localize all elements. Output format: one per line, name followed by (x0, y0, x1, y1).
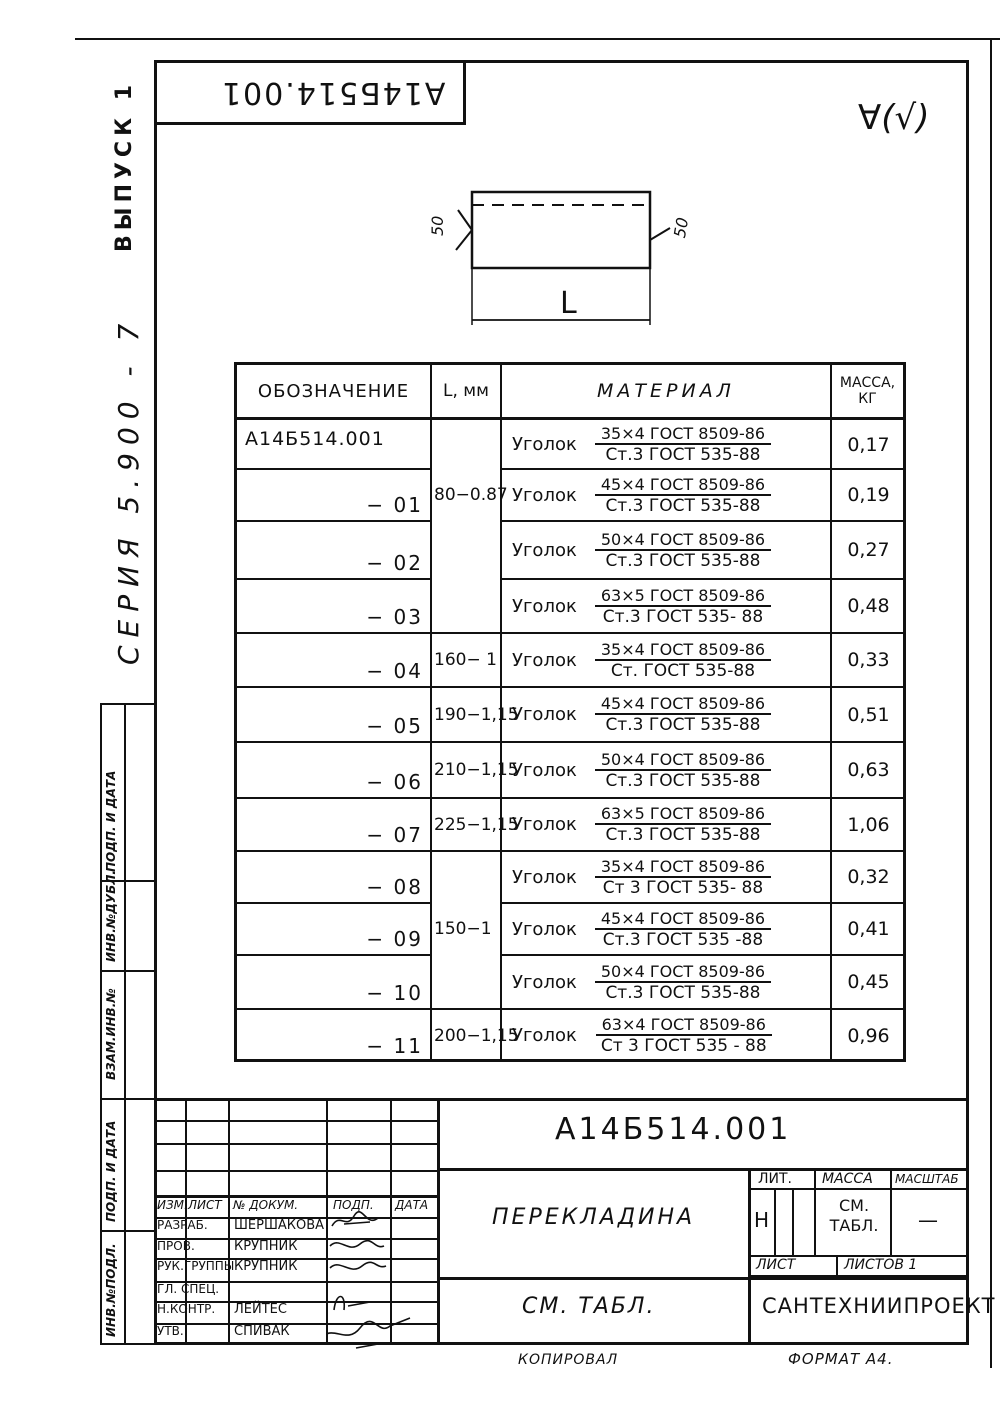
table-row (237, 1009, 903, 1062)
row-material-steel: Ст 3 ГОСТ 535- 88 (602, 877, 764, 898)
row-material-profile: 45×4 ГОСТ 8509-86 (595, 475, 771, 496)
tb-v-lit1 (774, 1188, 776, 1255)
row-designation: − 01 (366, 493, 423, 517)
row-material-profile: 63×5 ГОСТ 8509-86 (595, 804, 771, 825)
left-strip-separator (100, 970, 154, 972)
row-separator (500, 632, 903, 634)
table-row (237, 955, 903, 1009)
tb-sheets-label: ЛИСТОВ 1 (844, 1257, 918, 1273)
row-material-fraction (595, 475, 771, 516)
row-material-steel: Ст.3 ГОСТ 535-88 (605, 825, 761, 845)
tb-material-note: СМ. ТАБЛ. (522, 1294, 656, 1319)
row-material-profile: 35×4 ГОСТ 8509-86 (595, 857, 771, 878)
row-designation: − 06 (366, 770, 423, 794)
tb-scale-value: — (918, 1208, 938, 1232)
header-designation: ОБОЗНАЧЕНИЕ (237, 365, 432, 420)
tb-role-name: СПИВАК (234, 1324, 290, 1339)
row-separator (500, 902, 903, 904)
tb-v2 (228, 1098, 230, 1345)
signatures (326, 1210, 436, 1355)
tb-role-name: КРУПНИК (234, 1259, 298, 1274)
row-separator (237, 797, 430, 799)
row-material (512, 521, 771, 579)
row-material-steel: Ст 3 ГОСТ 535 - 88 (600, 1036, 767, 1056)
row-material-fraction (595, 530, 771, 571)
row-mass: 0,41 (847, 918, 890, 940)
row-separator (500, 1008, 903, 1010)
row-designation: − 10 (366, 981, 423, 1005)
tb-mass-label: МАССА (822, 1171, 873, 1187)
row-separator (237, 954, 430, 956)
row-material-steel: Ст.3 ГОСТ 535- 88 (602, 606, 764, 627)
tb-role: РУК.ГРУППЫ (157, 1259, 235, 1273)
row-material-profile: 45×4 ГОСТ 8509-86 (595, 909, 771, 930)
tb-v-scale (890, 1168, 892, 1257)
row-material-profile: 50×4 ГОСТ 8509-86 (595, 750, 771, 771)
table-row (237, 687, 903, 742)
row-material-profile: 63×4 ГОСТ 8509-86 (596, 1015, 772, 1036)
seria-label: СЕРИЯ 5.900 - 7 (112, 315, 145, 665)
row-material-fraction (595, 1015, 773, 1056)
tb-col-header: ДАТА (395, 1198, 429, 1212)
tb-h-lit (748, 1188, 969, 1190)
left-strip-label: ПОДП. И ДАТА (104, 1120, 118, 1222)
length-label: L (560, 286, 577, 321)
row-mass: 0,51 (847, 703, 890, 726)
table-row (237, 742, 903, 798)
tb-role: УТВ. (157, 1324, 184, 1338)
row-designation: − 09 (366, 927, 423, 951)
spec-table (234, 362, 906, 1062)
row-separator (237, 902, 430, 904)
header-mass: МАССА, КГ (832, 365, 903, 420)
row-material-profile: 35×4 ГОСТ 8509-86 (595, 424, 771, 445)
row-material (512, 1009, 773, 1062)
left-strip-separator (100, 1098, 154, 1100)
row-material-word: Уголок (512, 704, 577, 725)
tb-role-name: ЛЕЙТЕС (234, 1302, 287, 1317)
row-separator (430, 850, 500, 852)
row-length: 190−1,15 (434, 704, 519, 725)
left-strip-divider (124, 703, 126, 1345)
row-material (512, 851, 771, 903)
tb-v-lit2 (792, 1188, 794, 1255)
row-mass: 0,17 (847, 433, 890, 456)
tb-lit-label: ЛИТ. (758, 1171, 793, 1187)
left-strip-label: ВЗАМ.ИНВ.№ (104, 988, 118, 1080)
row-separator (237, 632, 430, 634)
tb-role-name: КРУПНИК (234, 1239, 298, 1254)
row-material-fraction (595, 424, 771, 465)
row-material (512, 687, 771, 742)
row-material-fraction (595, 909, 771, 950)
tb-name: ПЕРЕКЛАДИНА (492, 1205, 696, 1230)
footer-copied: КОПИРОВАЛ (518, 1352, 619, 1368)
row-material-word: Уголок (512, 814, 577, 835)
table-row (237, 851, 903, 903)
top-border-line (75, 38, 1000, 40)
row-designation: А14Б514.001 (245, 428, 385, 450)
row-separator (237, 850, 430, 852)
tb-role: РАЗРАБ. (157, 1218, 208, 1232)
row-separator (237, 468, 430, 470)
row-mass: 0,33 (847, 649, 890, 671)
row-separator (237, 1008, 430, 1010)
tb-h-sheet2 (748, 1275, 969, 1277)
row-material-steel: Ст.3 ГОСТ 535-88 (605, 445, 761, 465)
row-separator (237, 686, 430, 688)
table-row (237, 420, 903, 469)
footer-format: ФОРМАТ А4. (788, 1350, 894, 1368)
row-length: 150−1 (434, 919, 492, 939)
row-material-steel: Ст.3 ГОСТ 535-88 (605, 550, 761, 571)
row-separator (430, 1008, 500, 1010)
tb-org: САНТЕХНИИПРОЕКТ (762, 1294, 996, 1318)
tb-col-header: ПОДП. (333, 1198, 374, 1212)
row-mass: 0,27 (847, 539, 890, 561)
table-row (237, 903, 903, 955)
vypusk-label: ВЫПУСК 1 (112, 79, 137, 252)
left-strip-label: ИНВ.№ПОДЛ. (104, 1243, 118, 1337)
tb-mass-value: СМ. ТАБЛ. (829, 1196, 879, 1235)
row-designation: − 11 (366, 1034, 423, 1058)
row-length: 210−1,15 (434, 760, 519, 780)
row-material-word: Уголок (512, 759, 577, 781)
row-material-steel: Ст.3 ГОСТ 535-88 (605, 770, 761, 791)
row-separator (430, 741, 500, 743)
tb-v-sheets (836, 1255, 838, 1277)
row-separator (500, 850, 903, 852)
header-material: МАТЕРИАЛ (502, 365, 832, 420)
row-mass: 1,06 (847, 813, 890, 836)
row-material (512, 633, 771, 687)
header-length: L, мм (432, 365, 502, 420)
tb-h-name (437, 1277, 969, 1280)
tb-v5 (437, 1098, 440, 1345)
row-mass: 0,19 (847, 484, 890, 506)
right-edge-line (990, 38, 992, 1368)
row-material (512, 742, 771, 798)
row-designation: − 08 (366, 875, 423, 899)
tb-col-header: ИЗМ. (157, 1198, 188, 1212)
row-designation: − 03 (366, 605, 423, 629)
row-separator (500, 686, 903, 688)
tb-hline (154, 1170, 439, 1172)
row-mass: 0,48 (847, 595, 890, 617)
row-material-profile: 50×4 ГОСТ 8509-86 (595, 530, 771, 551)
row-material-steel: Ст.3 ГОСТ 535-88 (605, 495, 761, 516)
row-material-word: Уголок (512, 866, 577, 888)
left-weld-label: 50 (428, 215, 447, 236)
row-material (512, 469, 771, 521)
row-mass: 0,45 (847, 971, 890, 993)
row-designation: − 05 (366, 714, 423, 738)
tb-v-mass (814, 1168, 816, 1257)
row-length: 200−1,15 (434, 1025, 519, 1046)
row-material-fraction (595, 857, 771, 898)
row-material-word: Уголок (512, 434, 577, 455)
row-material-fraction (595, 750, 771, 791)
right-weld-label: 50 (670, 215, 693, 240)
row-material (512, 903, 771, 955)
row-material (512, 579, 771, 633)
row-separator (237, 741, 430, 743)
row-material-steel: Ст.3 ГОСТ 535-88 (605, 715, 761, 735)
tb-code: А14Б514.001 (555, 1112, 792, 1147)
tb-col-header: № ДОКУМ. (233, 1198, 299, 1212)
row-material-word: Уголок (512, 1025, 577, 1046)
row-separator (500, 797, 903, 799)
row-mass: 0,63 (847, 759, 890, 781)
row-material-word: Уголок (512, 649, 577, 671)
row-material-word: Уголок (512, 539, 577, 561)
row-material-fraction (595, 694, 771, 735)
tb-role: Н.КОНТР. (157, 1302, 216, 1316)
row-material-fraction (595, 586, 771, 627)
left-strip-label: ИНВ.№ДУБЛ. (104, 870, 118, 962)
left-strip-separator (100, 1230, 154, 1232)
row-material-profile: 50×4 ГОСТ 8509-86 (595, 962, 771, 983)
tb-col-header: ЛИСТ (188, 1198, 222, 1212)
row-separator (500, 578, 903, 580)
row-material-profile: 45×4 ГОСТ 8509-86 (595, 694, 771, 715)
row-material-fraction (595, 804, 771, 845)
roughness-symbol: ∀(√) (858, 98, 930, 138)
table-row (237, 521, 903, 579)
row-mass: 0,96 (847, 1024, 890, 1047)
row-material-profile: 63×5 ГОСТ 8509-86 (595, 586, 771, 607)
row-material-steel: Ст. ГОСТ 535-88 (610, 660, 756, 681)
row-separator (500, 954, 903, 956)
row-separator (430, 632, 500, 634)
row-material-fraction (595, 962, 771, 1003)
tb-role-name: ШЕРШАКОВА (234, 1218, 325, 1233)
row-mass: 0,32 (847, 866, 890, 888)
row-material-profile: 35×4 ГОСТ 8509-86 (595, 640, 771, 661)
table-row (237, 633, 903, 687)
row-material (512, 798, 771, 851)
tb-lit-value: Н (754, 1208, 770, 1232)
row-length: 80−0.87 (434, 485, 508, 505)
tb-role: ГЛ. СПЕЦ. (157, 1282, 220, 1296)
row-material-word: Уголок (512, 971, 577, 993)
row-separator (430, 686, 500, 688)
row-separator (500, 741, 903, 743)
tb-sheet-label: ЛИСТ (756, 1257, 796, 1273)
row-material-word: Уголок (512, 918, 577, 940)
row-material (512, 955, 771, 1009)
row-length: 225−1,15 (434, 814, 519, 835)
table-row (237, 579, 903, 633)
tb-hline (154, 1120, 439, 1122)
row-material-steel: Ст.3 ГОСТ 535 -88 (602, 929, 764, 950)
row-material-steel: Ст.3 ГОСТ 535-88 (605, 982, 761, 1003)
tb-hline (154, 1143, 439, 1145)
tb-scale-label: МАСШТАБ (895, 1172, 959, 1186)
table-row (237, 798, 903, 851)
row-material-fraction (595, 640, 771, 681)
left-strip-label: ПОДП. И ДАТА (104, 770, 118, 872)
row-length: 160− 1 (434, 650, 497, 670)
row-separator (430, 797, 500, 799)
row-material-word: Уголок (512, 484, 577, 506)
row-designation: − 07 (366, 823, 423, 847)
row-designation: − 02 (366, 551, 423, 575)
doc-code-rotated: А14Б514.001 (220, 75, 446, 110)
row-separator (500, 520, 903, 522)
tb-role: ПРОВ. (157, 1239, 195, 1253)
row-separator (237, 578, 430, 580)
row-material-word: Уголок (512, 595, 577, 617)
row-designation: − 04 (366, 659, 423, 683)
row-separator (237, 520, 430, 522)
row-material (512, 420, 771, 469)
table-row (237, 469, 903, 521)
row-separator (500, 468, 903, 470)
